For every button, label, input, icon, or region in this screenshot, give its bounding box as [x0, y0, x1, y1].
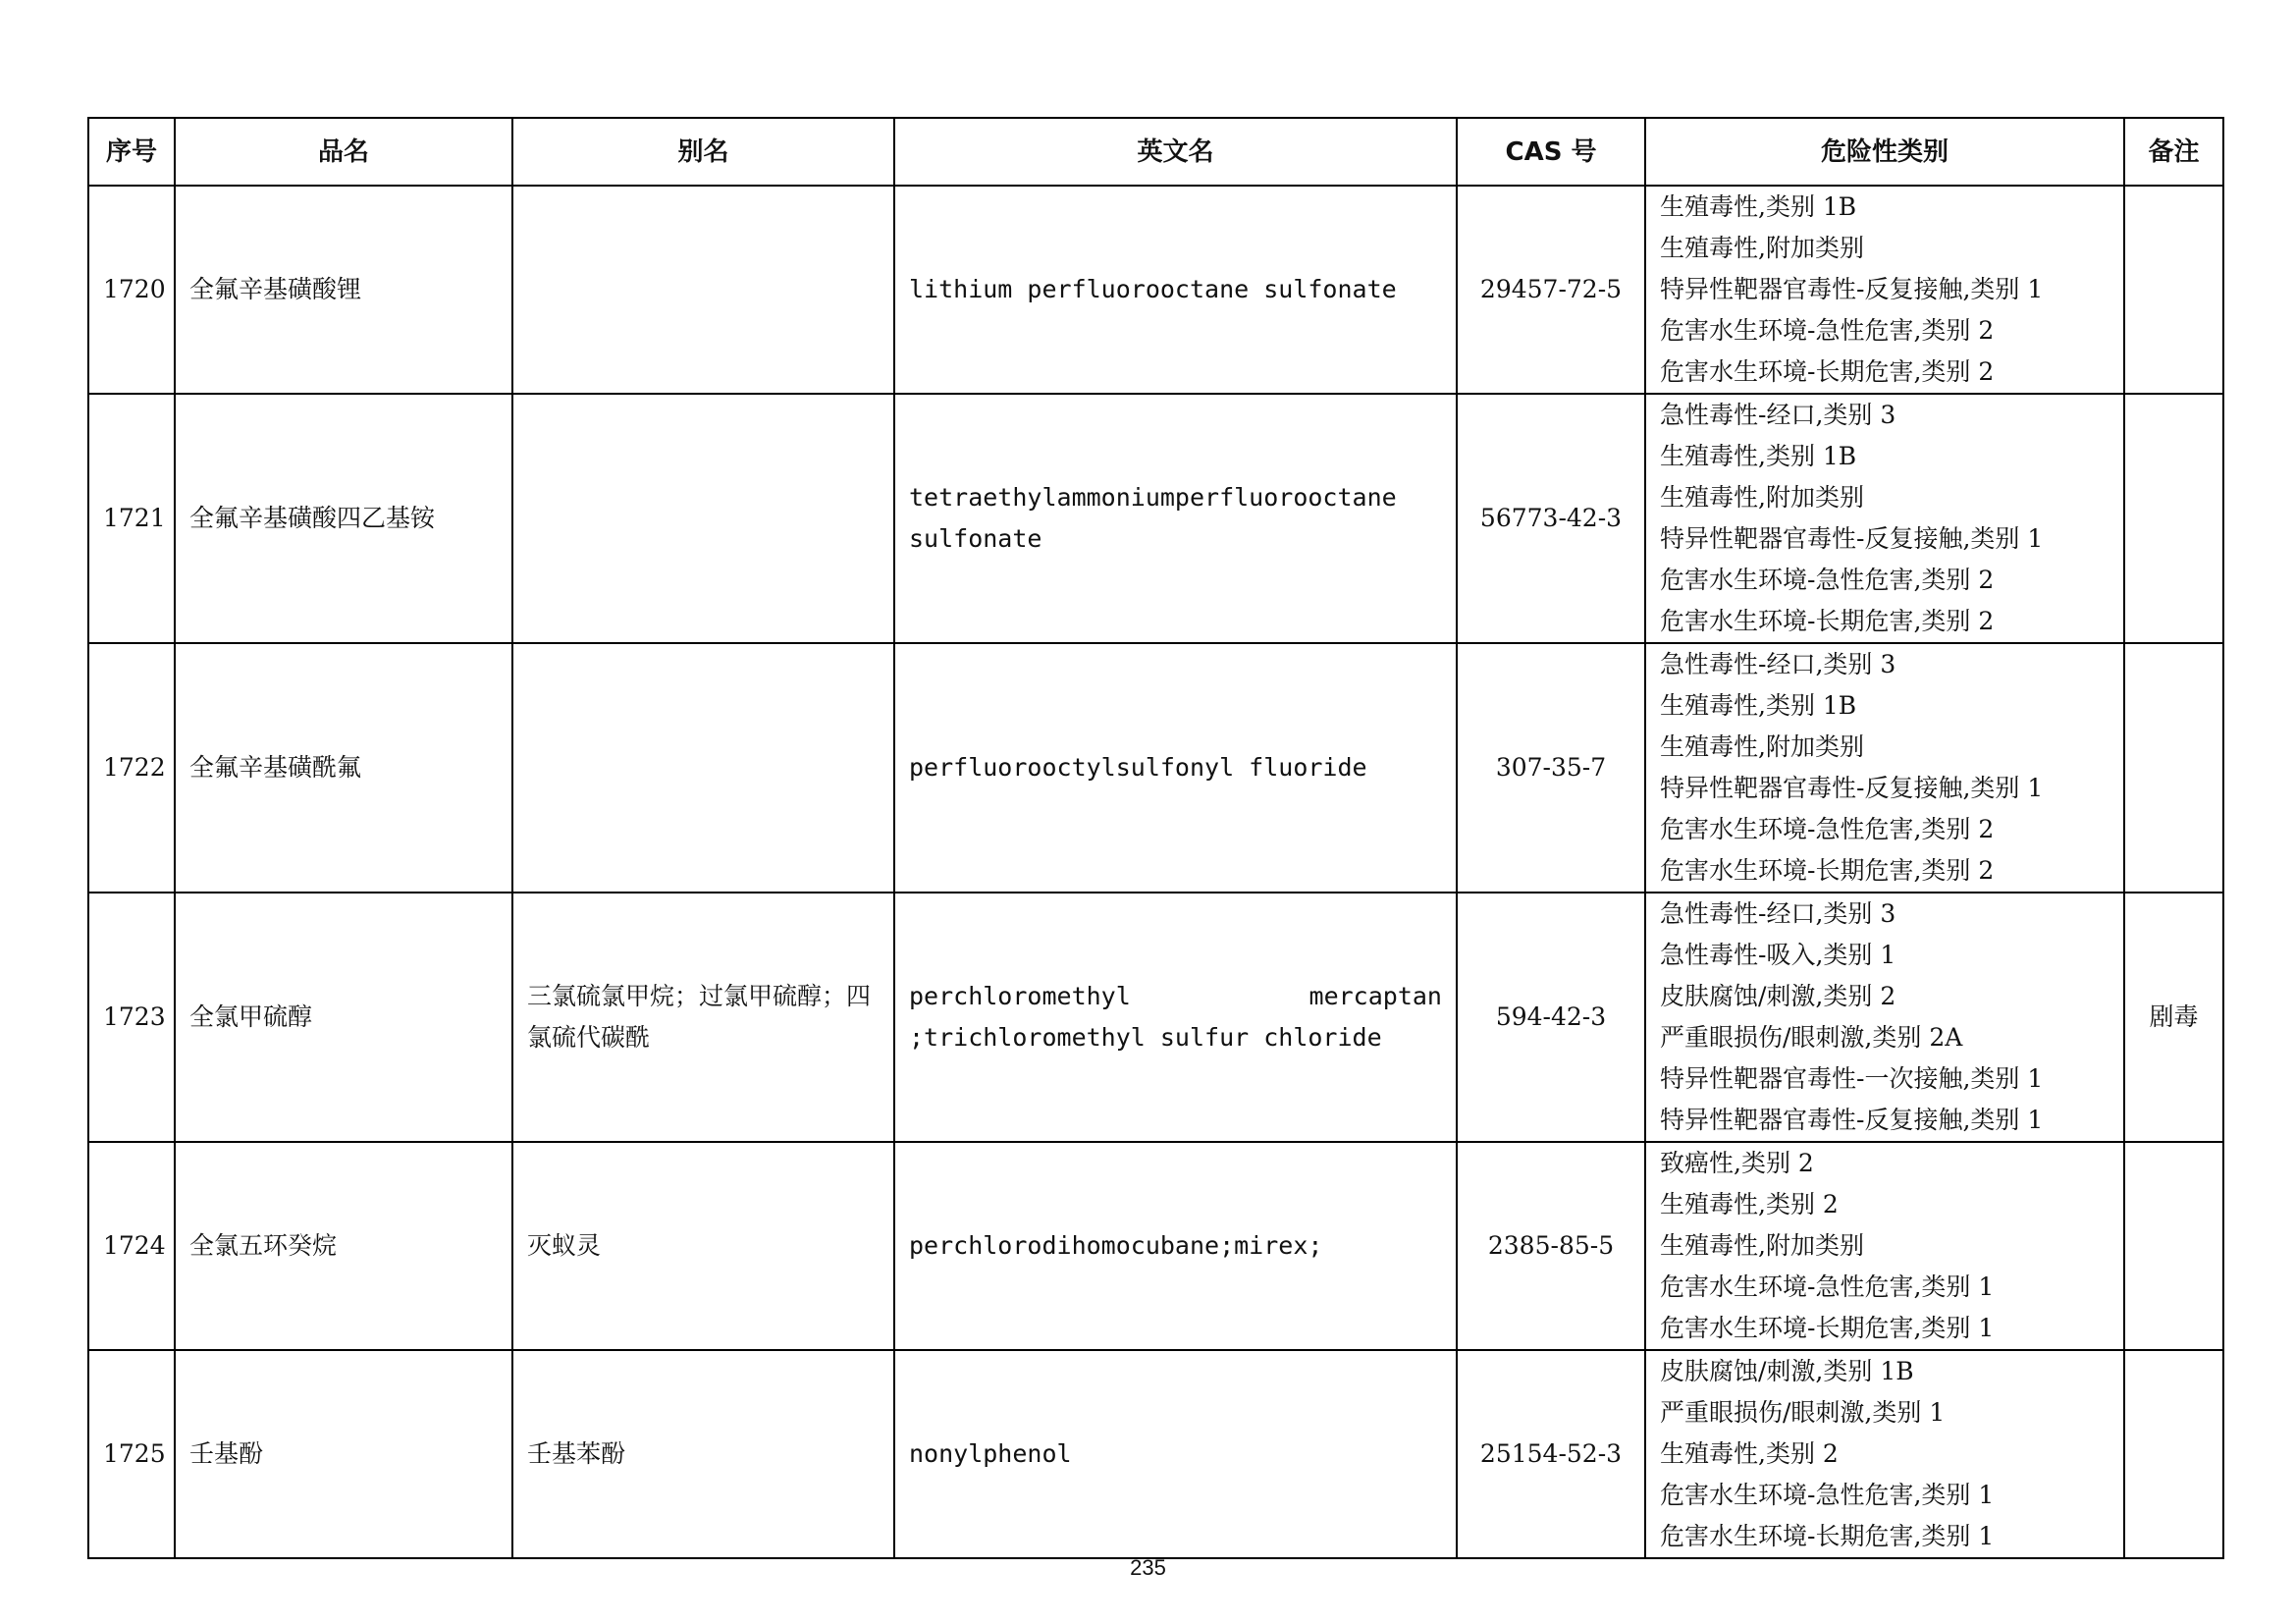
alias-name: 灭蚁灵 [512, 1142, 894, 1350]
hazard-item: 特异性靶器官毒性-反复接触,类别 1 [1660, 275, 2044, 303]
hazard-item: 生殖毒性,类别 2 [1660, 1190, 1839, 1218]
hazard-item: 急性毒性-经口,类别 3 [1660, 650, 1896, 678]
remark [2124, 643, 2223, 893]
cas-number: 307-35-7 [1457, 643, 1645, 893]
row-number: 1721 [88, 394, 175, 643]
hazard-item: 生殖毒性,类别 1B [1660, 192, 1857, 221]
hazard-item: 生殖毒性,类别 2 [1660, 1439, 1839, 1468]
hazard-item: 危害水生环境-长期危害,类别 2 [1660, 357, 1995, 386]
row-number: 1723 [88, 893, 175, 1142]
row-number: 1724 [88, 1142, 175, 1350]
hazard-item: 危害水生环境-急性危害,类别 2 [1660, 815, 1995, 843]
cas-number: 25154-52-3 [1457, 1350, 1645, 1558]
alias-name: 三氯硫氯甲烷；过氯甲硫醇；四氯硫代碳酰 [512, 893, 894, 1142]
product-name: 全氟辛基磺酸锂 [175, 186, 512, 394]
hazard-item: 生殖毒性,类别 1B [1660, 691, 1857, 720]
header-no: 序号 [88, 118, 175, 186]
hazard-item: 皮肤腐蚀/刺激,类别 1B [1660, 1357, 1914, 1385]
remark [2124, 394, 2223, 643]
row-number: 1725 [88, 1350, 175, 1558]
hazard-item: 皮肤腐蚀/刺激,类别 2 [1660, 982, 1896, 1010]
english-name: nonylphenol [894, 1350, 1457, 1558]
hazard-item: 危害水生环境-长期危害,类别 1 [1660, 1314, 1995, 1342]
hazard-item: 生殖毒性,附加类别 [1660, 483, 1864, 512]
hazard-categories [1645, 1350, 2124, 1558]
remark [2124, 1350, 2223, 1558]
row-number: 1720 [88, 186, 175, 394]
header-row [88, 118, 2223, 186]
hazard-item: 严重眼损伤/眼刺激,类别 1 [1660, 1398, 1946, 1427]
hazard-item: 特异性靶器官毒性-一次接触,类别 1 [1660, 1064, 2044, 1093]
hazard-item: 急性毒性-经口,类别 3 [1660, 899, 1896, 928]
hazard-item: 生殖毒性,附加类别 [1660, 234, 1864, 262]
english-name: lithium perfluorooctane sulfonate [894, 186, 1457, 394]
cas-number: 594-42-3 [1457, 893, 1645, 1142]
hazard-item: 危害水生环境-急性危害,类别 2 [1660, 316, 1995, 345]
table-row [88, 1142, 2223, 1350]
product-name: 壬基酚 [175, 1350, 512, 1558]
row-number: 1722 [88, 643, 175, 893]
header-hazard: 危险性类别 [1645, 118, 2124, 186]
hazard-categories [1645, 1142, 2124, 1350]
remark: 剧毒 [2124, 893, 2223, 1142]
hazard-item: 危害水生环境-长期危害,类别 1 [1660, 1522, 1995, 1550]
table-row [88, 643, 2223, 893]
hazard-categories [1645, 643, 2124, 893]
alias-name [512, 186, 894, 394]
table-row [88, 394, 2223, 643]
alias-name: 壬基苯酚 [512, 1350, 894, 1558]
hazard-categories [1645, 394, 2124, 643]
hazard-item: 致癌性,类别 2 [1660, 1149, 1814, 1177]
header-alias: 别名 [512, 118, 894, 186]
hazard-item: 危害水生环境-急性危害,类别 2 [1660, 566, 1995, 594]
hazard-categories [1645, 893, 2124, 1142]
english-name: perchloromethyl mercaptan ;trichloromethyl sulfur chloride [894, 893, 1457, 1142]
hazard-item: 危害水生环境-长期危害,类别 2 [1660, 856, 1995, 885]
hazard-item: 特异性靶器官毒性-反复接触,类别 1 [1660, 774, 2044, 802]
alias-name [512, 394, 894, 643]
chemical-table [87, 117, 2224, 1559]
remark [2124, 186, 2223, 394]
english-name: tetraethylammoniumperfluorooctane sulfonate [894, 394, 1457, 643]
hazard-categories [1645, 186, 2124, 394]
header-cas: CAS 号 [1457, 118, 1645, 186]
cas-number: 56773-42-3 [1457, 394, 1645, 643]
product-name: 全氯五环癸烷 [175, 1142, 512, 1350]
cas-number: 2385-85-5 [1457, 1142, 1645, 1350]
hazard-item: 生殖毒性,附加类别 [1660, 732, 1864, 761]
header-english: 英文名 [894, 118, 1457, 186]
product-name: 全氯甲硫醇 [175, 893, 512, 1142]
table-row [88, 893, 2223, 1142]
hazard-item: 危害水生环境-急性危害,类别 1 [1660, 1481, 1995, 1509]
table-row [88, 186, 2223, 394]
product-name: 全氟辛基磺酸四乙基铵 [175, 394, 512, 643]
hazard-item: 生殖毒性,类别 1B [1660, 442, 1857, 470]
table-row [88, 1350, 2223, 1558]
page-number: 235 [1130, 1555, 1166, 1580]
hazard-item: 严重眼损伤/眼刺激,类别 2A [1660, 1023, 1963, 1052]
hazard-item: 急性毒性-经口,类别 3 [1660, 401, 1896, 429]
hazard-item: 生殖毒性,附加类别 [1660, 1231, 1864, 1260]
cas-number: 29457-72-5 [1457, 186, 1645, 394]
header-note: 备注 [2124, 118, 2223, 186]
header-name: 品名 [175, 118, 512, 186]
english-name: perchlorodihomocubane;mirex; [894, 1142, 1457, 1350]
hazard-item: 危害水生环境-长期危害,类别 2 [1660, 607, 1995, 635]
hazard-item: 急性毒性-吸入,类别 1 [1660, 941, 1896, 969]
english-name: perfluorooctylsulfonyl fluoride [894, 643, 1457, 893]
alias-name [512, 643, 894, 893]
remark [2124, 1142, 2223, 1350]
hazard-item: 危害水生环境-急性危害,类别 1 [1660, 1272, 1995, 1301]
hazard-item: 特异性靶器官毒性-反复接触,类别 1 [1660, 524, 2044, 553]
hazard-item: 特异性靶器官毒性-反复接触,类别 1 [1660, 1106, 2044, 1134]
product-name: 全氟辛基磺酰氟 [175, 643, 512, 893]
